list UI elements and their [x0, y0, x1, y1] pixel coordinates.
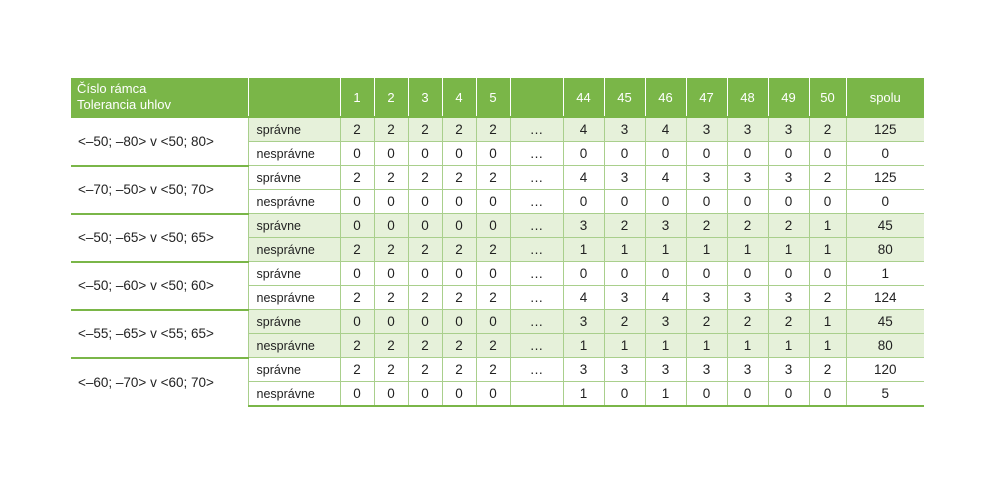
count-cell: 2: [476, 286, 510, 310]
count-cell: 3: [727, 358, 768, 382]
header-column-2: 2: [374, 78, 408, 117]
header-column-gap: [510, 78, 563, 117]
count-cell: 2: [408, 358, 442, 382]
count-cell: 2: [340, 238, 374, 262]
count-cell: 2: [374, 117, 408, 142]
count-cell: 2: [476, 117, 510, 142]
header-column-4: 4: [442, 78, 476, 117]
count-cell: 2: [604, 214, 645, 238]
count-cell: 3: [727, 117, 768, 142]
count-cell: 3: [686, 286, 727, 310]
count-cell: 1: [645, 238, 686, 262]
count-cell: 0: [374, 382, 408, 407]
count-cell: …: [510, 334, 563, 358]
total-cell: 80: [846, 238, 924, 262]
count-cell: 0: [604, 382, 645, 407]
total-cell: 5: [846, 382, 924, 407]
count-cell: 0: [645, 262, 686, 286]
count-cell: 0: [408, 382, 442, 407]
count-cell: 0: [686, 142, 727, 166]
count-cell: 0: [442, 190, 476, 214]
count-cell: 1: [809, 310, 846, 334]
total-cell: 1: [846, 262, 924, 286]
header-column-5: 5: [476, 78, 510, 117]
header-column-46: 46: [645, 78, 686, 117]
header-column-47: 47: [686, 78, 727, 117]
count-cell: 2: [809, 166, 846, 190]
group-tolerance-label: <–50; –65> v <50; 65>: [71, 214, 248, 262]
count-cell: 0: [476, 142, 510, 166]
count-cell: 4: [645, 117, 686, 142]
total-cell: 80: [846, 334, 924, 358]
count-cell: 0: [442, 310, 476, 334]
count-cell: 2: [768, 214, 809, 238]
count-cell: 0: [768, 262, 809, 286]
count-cell: 0: [563, 142, 604, 166]
count-cell: 2: [374, 166, 408, 190]
count-cell: 2: [809, 117, 846, 142]
count-cell: 1: [768, 238, 809, 262]
count-cell: 2: [340, 286, 374, 310]
count-cell: …: [510, 166, 563, 190]
count-cell: 0: [768, 382, 809, 407]
count-cell: 2: [686, 310, 727, 334]
table-header: [71, 78, 924, 117]
count-cell: 3: [604, 286, 645, 310]
count-cell: 0: [374, 142, 408, 166]
count-cell: 4: [645, 166, 686, 190]
row-result-label: nesprávne: [248, 238, 340, 262]
count-cell: 2: [408, 166, 442, 190]
count-cell: 0: [476, 262, 510, 286]
count-cell: 1: [563, 382, 604, 407]
count-cell: 0: [340, 190, 374, 214]
header-column-3: 3: [408, 78, 442, 117]
count-cell: 3: [645, 310, 686, 334]
count-cell: 0: [809, 262, 846, 286]
count-cell: 0: [686, 190, 727, 214]
total-cell: 45: [846, 310, 924, 334]
count-cell: 0: [408, 190, 442, 214]
row-result-label: správne: [248, 358, 340, 382]
row-result-label: správne: [248, 262, 340, 286]
count-cell: 0: [374, 214, 408, 238]
count-cell: …: [510, 262, 563, 286]
count-cell: 0: [442, 142, 476, 166]
count-cell: 2: [442, 238, 476, 262]
count-cell: 3: [645, 358, 686, 382]
row-result-label: nesprávne: [248, 142, 340, 166]
count-cell: 3: [727, 286, 768, 310]
count-cell: 1: [809, 214, 846, 238]
row-result-label: správne: [248, 166, 340, 190]
count-cell: 2: [408, 238, 442, 262]
count-cell: …: [510, 190, 563, 214]
count-cell: 0: [809, 382, 846, 407]
count-cell: 3: [604, 166, 645, 190]
count-cell: 4: [645, 286, 686, 310]
count-cell: 1: [686, 238, 727, 262]
count-cell: 4: [563, 166, 604, 190]
count-cell: 2: [442, 358, 476, 382]
header-column-49: 49: [768, 78, 809, 117]
count-cell: 0: [340, 310, 374, 334]
count-cell: 2: [809, 286, 846, 310]
group-tolerance-label: <–50; –80> v <50; 80>: [71, 117, 248, 166]
count-cell: …: [510, 310, 563, 334]
count-cell: 0: [408, 262, 442, 286]
count-cell: 0: [340, 262, 374, 286]
count-cell: 0: [604, 142, 645, 166]
count-cell: 2: [727, 214, 768, 238]
total-cell: 125: [846, 117, 924, 142]
count-cell: 0: [563, 262, 604, 286]
count-cell: 2: [476, 334, 510, 358]
count-cell: 3: [563, 214, 604, 238]
header-empty-cell: [248, 78, 340, 117]
count-cell: 2: [374, 286, 408, 310]
table-row: [71, 310, 924, 334]
count-cell: 0: [340, 214, 374, 238]
count-cell: 2: [442, 334, 476, 358]
count-cell: 2: [408, 286, 442, 310]
count-cell: 0: [408, 310, 442, 334]
count-cell: 2: [809, 358, 846, 382]
count-cell: 1: [645, 334, 686, 358]
header-column-spolu: spolu: [846, 78, 924, 117]
count-cell: 1: [604, 238, 645, 262]
count-cell: 0: [809, 190, 846, 214]
row-result-label: správne: [248, 117, 340, 142]
group-tolerance-label: <–50; –60> v <50; 60>: [71, 262, 248, 310]
count-cell: 0: [645, 142, 686, 166]
count-cell: …: [510, 117, 563, 142]
group-tolerance-label: <–70; –50> v <50; 70>: [71, 166, 248, 214]
count-cell: 3: [645, 214, 686, 238]
count-cell: 1: [809, 334, 846, 358]
count-cell: 0: [809, 142, 846, 166]
count-cell: 1: [727, 238, 768, 262]
count-cell: 0: [374, 262, 408, 286]
count-cell: 0: [563, 190, 604, 214]
header-column-1: 1: [340, 78, 374, 117]
count-cell: 1: [645, 382, 686, 407]
count-cell: 0: [340, 382, 374, 407]
count-cell: 3: [768, 166, 809, 190]
header-column-50: 50: [809, 78, 846, 117]
count-cell: 0: [374, 190, 408, 214]
total-cell: 45: [846, 214, 924, 238]
table-row: [71, 262, 924, 286]
row-result-label: nesprávne: [248, 190, 340, 214]
count-cell: 2: [442, 166, 476, 190]
header-title-cell: [71, 78, 248, 117]
count-cell: 0: [442, 382, 476, 407]
count-cell: 2: [686, 214, 727, 238]
count-cell: 0: [768, 190, 809, 214]
count-cell: 3: [727, 166, 768, 190]
count-cell: 2: [476, 358, 510, 382]
count-cell: 0: [476, 214, 510, 238]
count-cell: 2: [340, 166, 374, 190]
count-cell: 0: [645, 190, 686, 214]
header-title-line2: Tolerancia uhlov: [77, 97, 171, 112]
count-cell: 3: [563, 358, 604, 382]
count-cell: 0: [686, 382, 727, 407]
group-tolerance-label: <–60; –70> v <60; 70>: [71, 358, 248, 407]
count-cell: 2: [340, 117, 374, 142]
count-cell: 2: [604, 310, 645, 334]
angle-tolerance-table: [71, 78, 924, 407]
count-cell: 2: [442, 117, 476, 142]
count-cell: 0: [686, 262, 727, 286]
count-cell: …: [510, 286, 563, 310]
count-cell: 0: [476, 310, 510, 334]
count-cell: 3: [563, 310, 604, 334]
total-cell: 120: [846, 358, 924, 382]
total-cell: 125: [846, 166, 924, 190]
count-cell: 2: [374, 334, 408, 358]
table-row: [71, 117, 924, 142]
count-cell: 1: [563, 334, 604, 358]
total-cell: 0: [846, 190, 924, 214]
table-row: [71, 358, 924, 382]
count-cell: 2: [727, 310, 768, 334]
table-row: [71, 214, 924, 238]
count-cell: 0: [442, 262, 476, 286]
count-cell: 1: [727, 334, 768, 358]
count-cell: 4: [563, 117, 604, 142]
count-cell: 0: [604, 190, 645, 214]
row-result-label: nesprávne: [248, 382, 340, 407]
count-cell: 2: [340, 358, 374, 382]
count-cell: 3: [686, 117, 727, 142]
header-column-48: 48: [727, 78, 768, 117]
count-cell: …: [510, 358, 563, 382]
table-row: [71, 166, 924, 190]
count-cell: [510, 382, 563, 407]
count-cell: …: [510, 142, 563, 166]
count-cell: 1: [604, 334, 645, 358]
table-body: [71, 117, 924, 406]
count-cell: 2: [476, 238, 510, 262]
count-cell: 0: [604, 262, 645, 286]
header-title-line1: Číslo rámca: [77, 81, 147, 96]
count-cell: 1: [563, 238, 604, 262]
count-cell: 0: [442, 214, 476, 238]
count-cell: 0: [408, 142, 442, 166]
count-cell: 0: [476, 382, 510, 407]
count-cell: 3: [686, 358, 727, 382]
count-cell: 2: [768, 310, 809, 334]
count-cell: 2: [374, 358, 408, 382]
count-cell: 3: [604, 117, 645, 142]
count-cell: 3: [604, 358, 645, 382]
count-cell: 2: [340, 334, 374, 358]
count-cell: 2: [442, 286, 476, 310]
row-result-label: správne: [248, 310, 340, 334]
count-cell: 3: [768, 117, 809, 142]
count-cell: 1: [768, 334, 809, 358]
count-cell: 2: [408, 117, 442, 142]
count-cell: 1: [809, 238, 846, 262]
count-cell: 3: [768, 358, 809, 382]
count-cell: 4: [563, 286, 604, 310]
count-cell: 3: [768, 286, 809, 310]
header-column-45: 45: [604, 78, 645, 117]
count-cell: 0: [727, 190, 768, 214]
row-result-label: nesprávne: [248, 334, 340, 358]
count-cell: 0: [374, 310, 408, 334]
count-cell: 0: [727, 382, 768, 407]
count-cell: …: [510, 238, 563, 262]
total-cell: 0: [846, 142, 924, 166]
row-result-label: správne: [248, 214, 340, 238]
row-result-label: nesprávne: [248, 286, 340, 310]
count-cell: 0: [340, 142, 374, 166]
group-tolerance-label: <–55; –65> v <55; 65>: [71, 310, 248, 358]
count-cell: 0: [408, 214, 442, 238]
count-cell: 0: [727, 142, 768, 166]
count-cell: 2: [476, 166, 510, 190]
count-cell: 0: [476, 190, 510, 214]
count-cell: …: [510, 214, 563, 238]
total-cell: 124: [846, 286, 924, 310]
count-cell: 0: [768, 142, 809, 166]
count-cell: 2: [408, 334, 442, 358]
count-cell: 3: [686, 166, 727, 190]
count-cell: 0: [727, 262, 768, 286]
count-cell: 2: [374, 238, 408, 262]
count-cell: 1: [686, 334, 727, 358]
header-column-44: 44: [563, 78, 604, 117]
